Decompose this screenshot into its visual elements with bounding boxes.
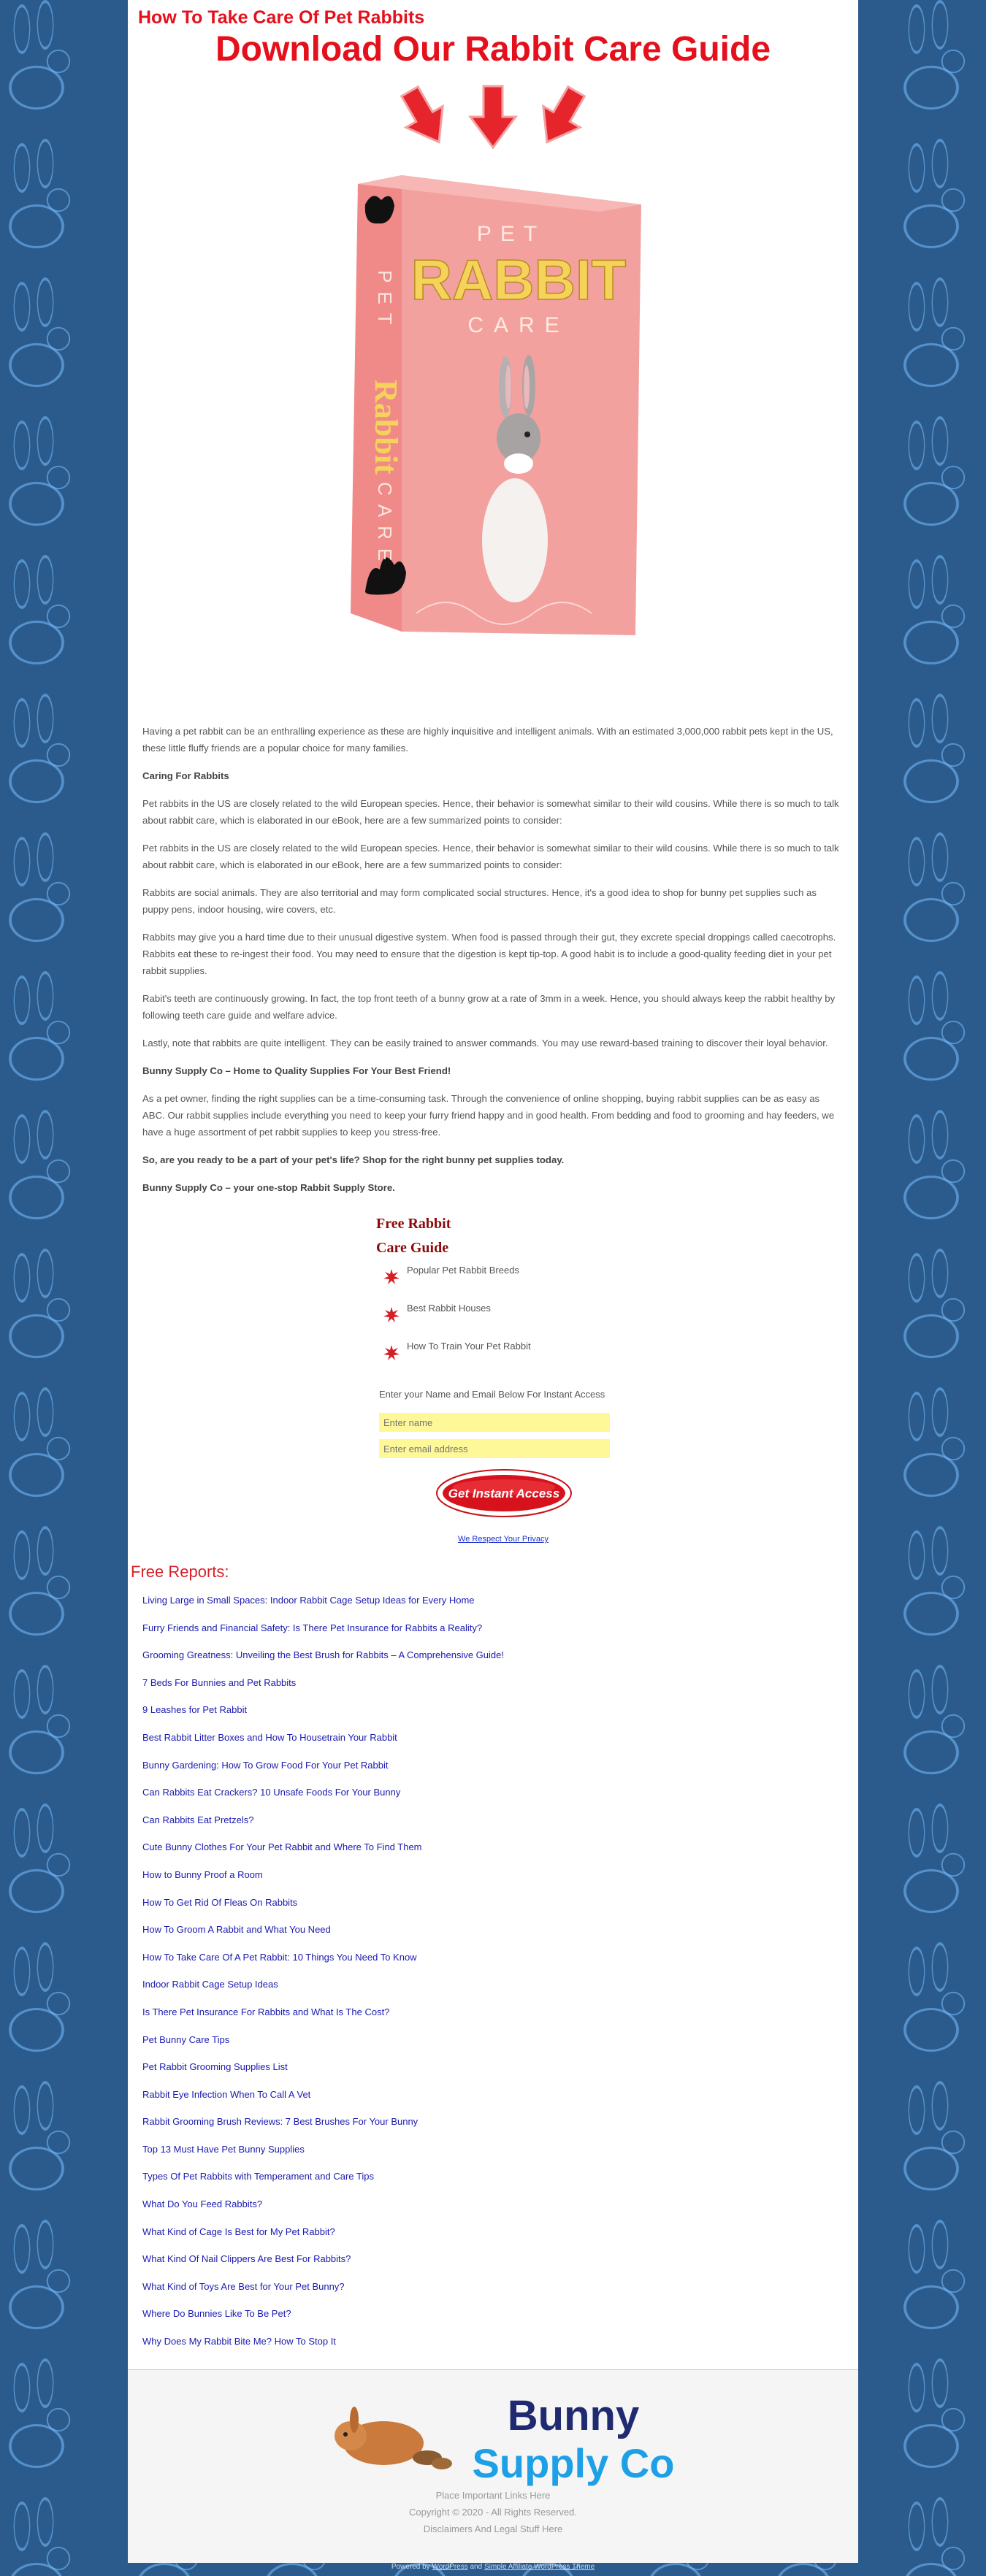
ebook-cover-image	[336, 175, 650, 635]
theme-link[interactable]: Simple Affiliate WordPress Theme	[484, 2563, 595, 2571]
optin-bullet	[376, 1265, 639, 1298]
optin-bullet	[376, 1341, 639, 1374]
red-splat-icon	[382, 1268, 401, 1287]
optin-bullet-text: Best Rabbit Houses	[407, 1303, 491, 1314]
article-body	[142, 723, 844, 1207]
report-link[interactable]: Why Does My Rabbit Bite Me? How To Stop It	[142, 2336, 336, 2347]
rabbit-photo	[482, 478, 548, 602]
article-paragraph: Having a pet rabbit can be an enthralling experience as these are highly inquisitive and intelligent animals. With an estimated 3,000,000 rabbit pets kept in the US, these little fluffy friends are a popular choice for many families.	[142, 726, 833, 754]
article-paragraph: Rabbits are social animals. They are also territorial and may form complicated social structures. Hence, it's a good idea to shop for bunny pet supplies such as puppy pens, indoor housing, wire covers, etc.	[142, 887, 817, 915]
report-link[interactable]: What Kind of Cage Is Best for My Pet Rabbit?	[142, 2226, 335, 2237]
report-link[interactable]: How to Bunny Proof a Room	[142, 1868, 263, 1880]
report-link[interactable]: Pet Rabbit Grooming Supplies List	[142, 2061, 288, 2073]
report-link[interactable]: Is There Pet Insurance For Rabbits and What Is The Cost?	[142, 2006, 390, 2017]
report-link-list	[131, 1595, 846, 2364]
bunny-supply-logo[interactable]	[325, 2385, 676, 2487]
footer	[128, 2370, 858, 2563]
report-link[interactable]: How To Take Care Of A Pet Rabbit: 10 Things You Need To Know	[142, 1951, 417, 1963]
report-link[interactable]: 7 Beds For Bunnies and Pet Rabbits	[142, 1676, 297, 1688]
report-link[interactable]: Best Rabbit Litter Boxes and How To Housetrain Your Rabbit	[142, 1731, 397, 1743]
report-link[interactable]: What Do You Feed Rabbits?	[142, 2199, 263, 2210]
closing-line: Bunny Supply Co – your one-stop Rabbit Supply Store.	[142, 1182, 395, 1193]
arrow-down-left-icon	[536, 84, 587, 150]
report-link[interactable]: Types Of Pet Rabbits with Temperament and Care Tips	[142, 2171, 374, 2182]
arrow-down-icon	[467, 84, 519, 150]
optin-title-line2: Care Guide	[376, 1240, 449, 1256]
site-title[interactable]: How To Take Care Of Pet Rabbits	[138, 7, 425, 28]
email-input[interactable]	[379, 1439, 610, 1458]
spine-rabbit-text: Rabbit	[368, 380, 404, 475]
article-paragraph: Pet rabbits in the US are closely related to the wild European species. Hence, their behavior is somewhat similar to their wild cousins. While there is so much to talk about rabbit care, which is elaborated in our eBook, here are a few summarized points to consider:	[142, 843, 839, 870]
get-access-label: Get Instant Access	[448, 1487, 560, 1500]
optin-title-line1: Free Rabbit	[376, 1216, 451, 1232]
page-container	[128, 0, 858, 2563]
optin-bullet-text: How To Train Your Pet Rabbit	[407, 1341, 531, 1352]
powered-by-credit	[0, 2563, 986, 2571]
report-link[interactable]: Grooming Greatness: Unveiling the Best Brush for Rabbits – A Comprehensive Guide!	[142, 1649, 504, 1661]
footer-important-links[interactable]: Place Important Links Here	[435, 2490, 551, 2501]
cover-care-text: CARE	[467, 313, 570, 337]
report-link[interactable]: Top 13 Must Have Pet Bunny Supplies	[142, 2143, 305, 2155]
cover-title-text: RABBIT	[410, 248, 627, 312]
closing-line: So, are you ready to be a part of your pet's life? Shop for the right bunny pet supplies today.	[142, 1154, 565, 1165]
red-splat-icon	[382, 1306, 401, 1325]
article-paragraph: Lastly, note that rabbits are quite intelligent. They can be easily trained to answer commands. You may use reward-based training to discover their loyal behavior.	[142, 1038, 828, 1049]
brand-line2: Supply Co	[472, 2440, 675, 2486]
name-input[interactable]	[379, 1413, 610, 1432]
footer-disclaimer[interactable]: Disclaimers And Legal Stuff Here	[423, 2523, 563, 2534]
brand-line1: Bunny	[507, 2392, 640, 2439]
get-access-button[interactable]	[369, 1468, 639, 1522]
footer-copyright: Copyright © 2020 - All Rights Reserved.	[409, 2507, 577, 2518]
spine-pet-text: PET	[374, 270, 396, 334]
report-link[interactable]: Furry Friends and Financial Safety: Is There Pet Insurance for Rabbits a Reality?	[142, 1622, 483, 1633]
privacy-link[interactable]: We Respect Your Privacy	[458, 1535, 549, 1544]
report-link[interactable]: Can Rabbits Eat Crackers? 10 Unsafe Foods For Your Bunny	[142, 1787, 401, 1798]
optin-form	[376, 1212, 639, 1544]
report-link[interactable]: Can Rabbits Eat Pretzels?	[142, 1814, 254, 1825]
report-link[interactable]: Rabbit Eye Infection When To Call A Vet	[142, 2088, 311, 2100]
red-splat-icon	[382, 1343, 401, 1362]
report-link[interactable]: Living Large in Small Spaces: Indoor Rabbit Cage Setup Ideas for Every Home	[142, 1595, 475, 1606]
footer-links	[128, 2487, 858, 2537]
report-link[interactable]: 9 Leashes for Pet Rabbit	[142, 1704, 248, 1716]
report-link[interactable]: What Kind of Toys Are Best for Your Pet Bunny?	[142, 2280, 345, 2292]
arrow-down-right-icon	[399, 84, 450, 150]
arrow-group	[128, 84, 858, 157]
report-link[interactable]: Rabbit Grooming Brush Reviews: 7 Best Brushes For Your Bunny	[142, 2116, 419, 2128]
spine-care-text: CARE	[374, 482, 396, 570]
section-heading: Bunny Supply Co – Home to Quality Supplies For Your Best Friend!	[142, 1065, 451, 1076]
free-reports	[131, 1563, 846, 2364]
report-link[interactable]: How To Get Rid Of Fleas On Rabbits	[142, 1896, 298, 1908]
report-link[interactable]: Pet Bunny Care Tips	[142, 2033, 230, 2045]
article-paragraph: Pet rabbits in the US are closely related to the wild European species. Hence, their behavior is somewhat similar to their wild cousins. While there is so much to talk about rabbit care, which is elaborated in our eBook, here are a few summarized points to consider:	[142, 798, 839, 826]
wordpress-link[interactable]: WordPress	[432, 2563, 468, 2571]
section-heading: Caring For Rabbits	[142, 770, 229, 781]
article-paragraph: As a pet owner, finding the right supplies can be a time-consuming task. Through the convenience of online shopping, buying rabbit supplies can be as easy as ABC. Our rabbit supplies include everything you need to keep your furry friend happy and in good health. From bedding and food to grooming and hay feeders, we have a huge assortment of pet rabbit supplies to keep you stress-free.	[142, 1093, 835, 1138]
page-header	[128, 0, 858, 69]
optin-instruction: Enter your Name and Email Below For Instant Access	[379, 1389, 605, 1400]
report-link[interactable]: Where Do Bunnies Like To Be Pet?	[142, 2308, 291, 2320]
free-reports-heading: Free Reports:	[131, 1563, 229, 1581]
page-headline: Download Our Rabbit Care Guide	[215, 30, 771, 69]
article-paragraph: Rabbits may give you a hard time due to their unusual digestive system. When food is passed through their gut, they excrete special droppings called caecotrophs. Rabbits eat these to re-ingest their food. You may need to ensure that the digestion is kept tip-top. A good habit is to include a good-quality feeding diet in your pet rabbit supplies.	[142, 932, 836, 976]
report-link[interactable]: Bunny Gardening: How To Grow Food For Your Pet Rabbit	[142, 1759, 389, 1771]
credit-and: and	[470, 2563, 483, 2571]
credit-prefix: Powered by	[391, 2563, 430, 2571]
report-link[interactable]: Cute Bunny Clothes For Your Pet Rabbit and Where To Find Them	[142, 1841, 422, 1853]
report-link[interactable]: What Kind Of Nail Clippers Are Best For Rabbits?	[142, 2253, 351, 2265]
report-link[interactable]: Indoor Rabbit Cage Setup Ideas	[142, 1979, 278, 1990]
optin-bullet	[376, 1303, 639, 1336]
optin-bullet-text: Popular Pet Rabbit Breeds	[407, 1265, 519, 1276]
article-paragraph: Rabit's teeth are continuously growing. In fact, the top front teeth of a bunny grow at a rate of 3mm in a week. Hence, you should always keep the rabbit healthy by following teeth care guide and welfare advice.	[142, 993, 836, 1021]
report-link[interactable]: How To Groom A Rabbit and What You Need	[142, 1924, 331, 1936]
cover-small-text: PET	[476, 222, 546, 246]
